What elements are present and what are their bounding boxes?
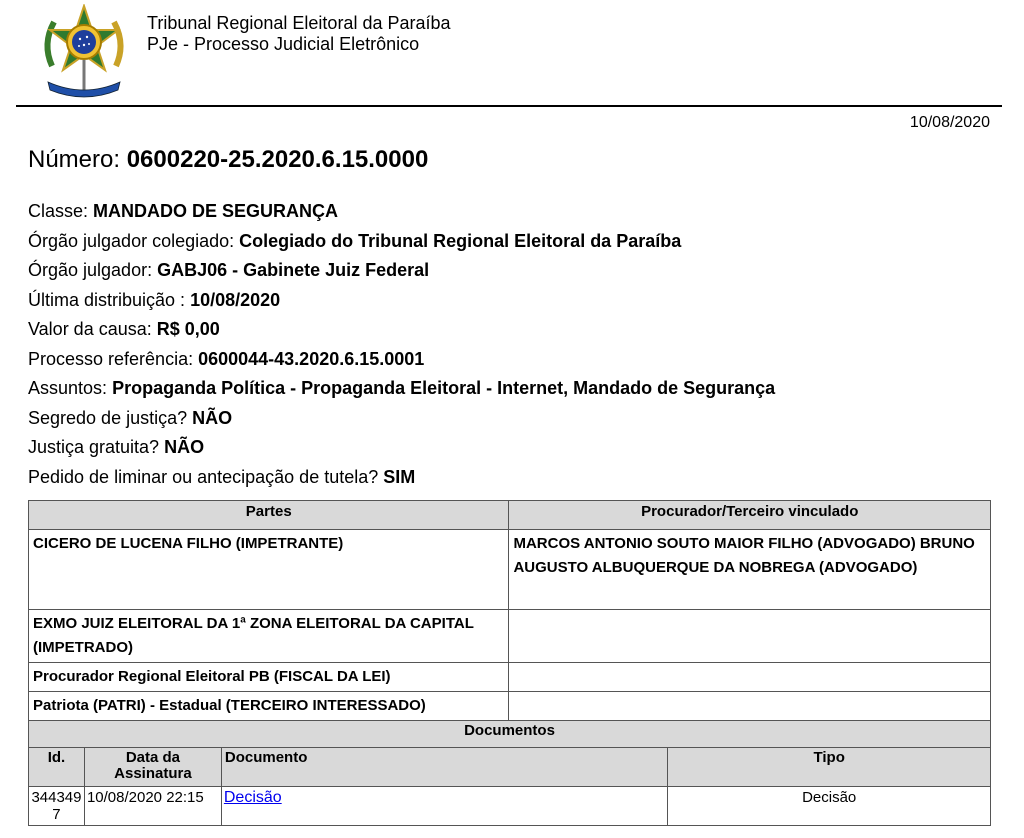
document-date: 10/08/2020 [909, 114, 990, 131]
documentos-title: Documentos [29, 721, 991, 748]
field-label: Pedido de liminar ou antecipação de tutela? [28, 466, 379, 487]
process-number [28, 145, 428, 175]
process-number-value: 0600220-25.2020.6.15.0000 [126, 146, 429, 173]
field-label: Assuntos: [28, 378, 108, 398]
field-value: SIM [383, 466, 416, 487]
field-value: R$ 0,00 [156, 319, 220, 339]
column-header-documento: Documento [221, 748, 667, 787]
header-divider [16, 105, 1002, 107]
documentos-table [28, 720, 991, 826]
table-header-row [29, 501, 991, 530]
parte-cell: EXMO JUIZ ELEITORAL DA 1ª ZONA ELEITORAL DA CAPITAL (IMPETRADO) [29, 610, 509, 663]
document-id-cell: 3443497 [29, 787, 85, 826]
document-link[interactable]: Decisão [223, 789, 282, 806]
field-value: NÃO [164, 437, 205, 457]
field-value: 10/08/2020 [190, 289, 281, 310]
field-value: MANDADO DE SEGURANÇA [93, 201, 339, 221]
field-ultima-distribuicao [28, 287, 775, 317]
field-label: Classe: [28, 201, 89, 221]
system-name: PJe - Processo Judicial Eletrônico [147, 34, 420, 54]
field-value: GABJ06 - Gabinete Juiz Federal [157, 260, 430, 280]
table-row [29, 610, 991, 663]
parte-cell: CICERO DE LUCENA FILHO (IMPETRANTE) [29, 530, 509, 610]
field-label: Segredo de justiça? [28, 407, 188, 428]
process-number-label: Número: [28, 146, 121, 173]
field-value: 0600044-43.2020.6.15.0001 [198, 348, 425, 369]
table-row [29, 692, 991, 721]
table-row [29, 787, 991, 826]
procurador-cell: MARCOS ANTONIO SOUTO MAIOR FILHO (ADVOGADO) BRUNO AUGUSTO ALBUQUERQUE DA NOBREGA (ADVOGADO) [509, 530, 991, 610]
field-label: Última distribuição : [28, 289, 186, 310]
document-date-cell: 10/08/2020 22:15 [84, 787, 221, 826]
field-pedido-liminar [28, 464, 775, 494]
table-row [29, 663, 991, 692]
field-value: NÃO [192, 407, 233, 428]
procurador-cell [509, 692, 991, 721]
field-label: Justiça gratuita? [28, 437, 160, 457]
field-orgao-colegiado [28, 228, 775, 258]
field-label: Órgão julgador: [28, 260, 153, 280]
field-assuntos [28, 375, 775, 405]
table-row [29, 530, 991, 610]
table-title-row [29, 721, 991, 748]
field-value: Propaganda Política - Propaganda Eleitoral - Internet, Mandado de Segurança [112, 378, 776, 398]
process-fields [28, 198, 775, 493]
field-classe [28, 198, 775, 228]
field-label: Órgão julgador colegiado: [28, 230, 235, 251]
field-segredo-justica [28, 405, 775, 435]
parte-cell: Patriota (PATRI) - Estadual (TERCEIRO INTERESSADO) [29, 692, 509, 721]
field-label: Processo referência: [28, 348, 194, 369]
column-header-data-assinatura: Data da Assinatura [84, 748, 221, 787]
field-valor-causa [28, 316, 775, 346]
column-header-id: Id. [29, 748, 85, 787]
parte-cell: Procurador Regional Eleitoral PB (FISCAL DA LEI) [29, 663, 509, 692]
procurador-cell [509, 663, 991, 692]
court-name: Tribunal Regional Eleitoral da Paraíba [147, 13, 451, 33]
field-processo-referencia [28, 346, 775, 376]
partes-table [28, 500, 991, 721]
field-label: Valor da causa: [28, 319, 152, 339]
procurador-cell [509, 610, 991, 663]
table-header-row [29, 748, 991, 787]
column-header-tipo: Tipo [668, 748, 991, 787]
field-value: Colegiado do Tribunal Regional Eleitoral da Paraíba [239, 230, 682, 251]
page-header [0, 0, 1024, 106]
column-header-procurador: Procurador/Terceiro vinculado [509, 501, 991, 530]
document-name-cell [221, 787, 667, 826]
field-orgao-julgador [28, 257, 775, 287]
column-header-partes: Partes [29, 501, 509, 530]
field-justica-gratuita [28, 434, 775, 464]
brazil-coat-of-arms-icon [38, 4, 130, 102]
document-type-cell: Decisão [668, 787, 991, 826]
